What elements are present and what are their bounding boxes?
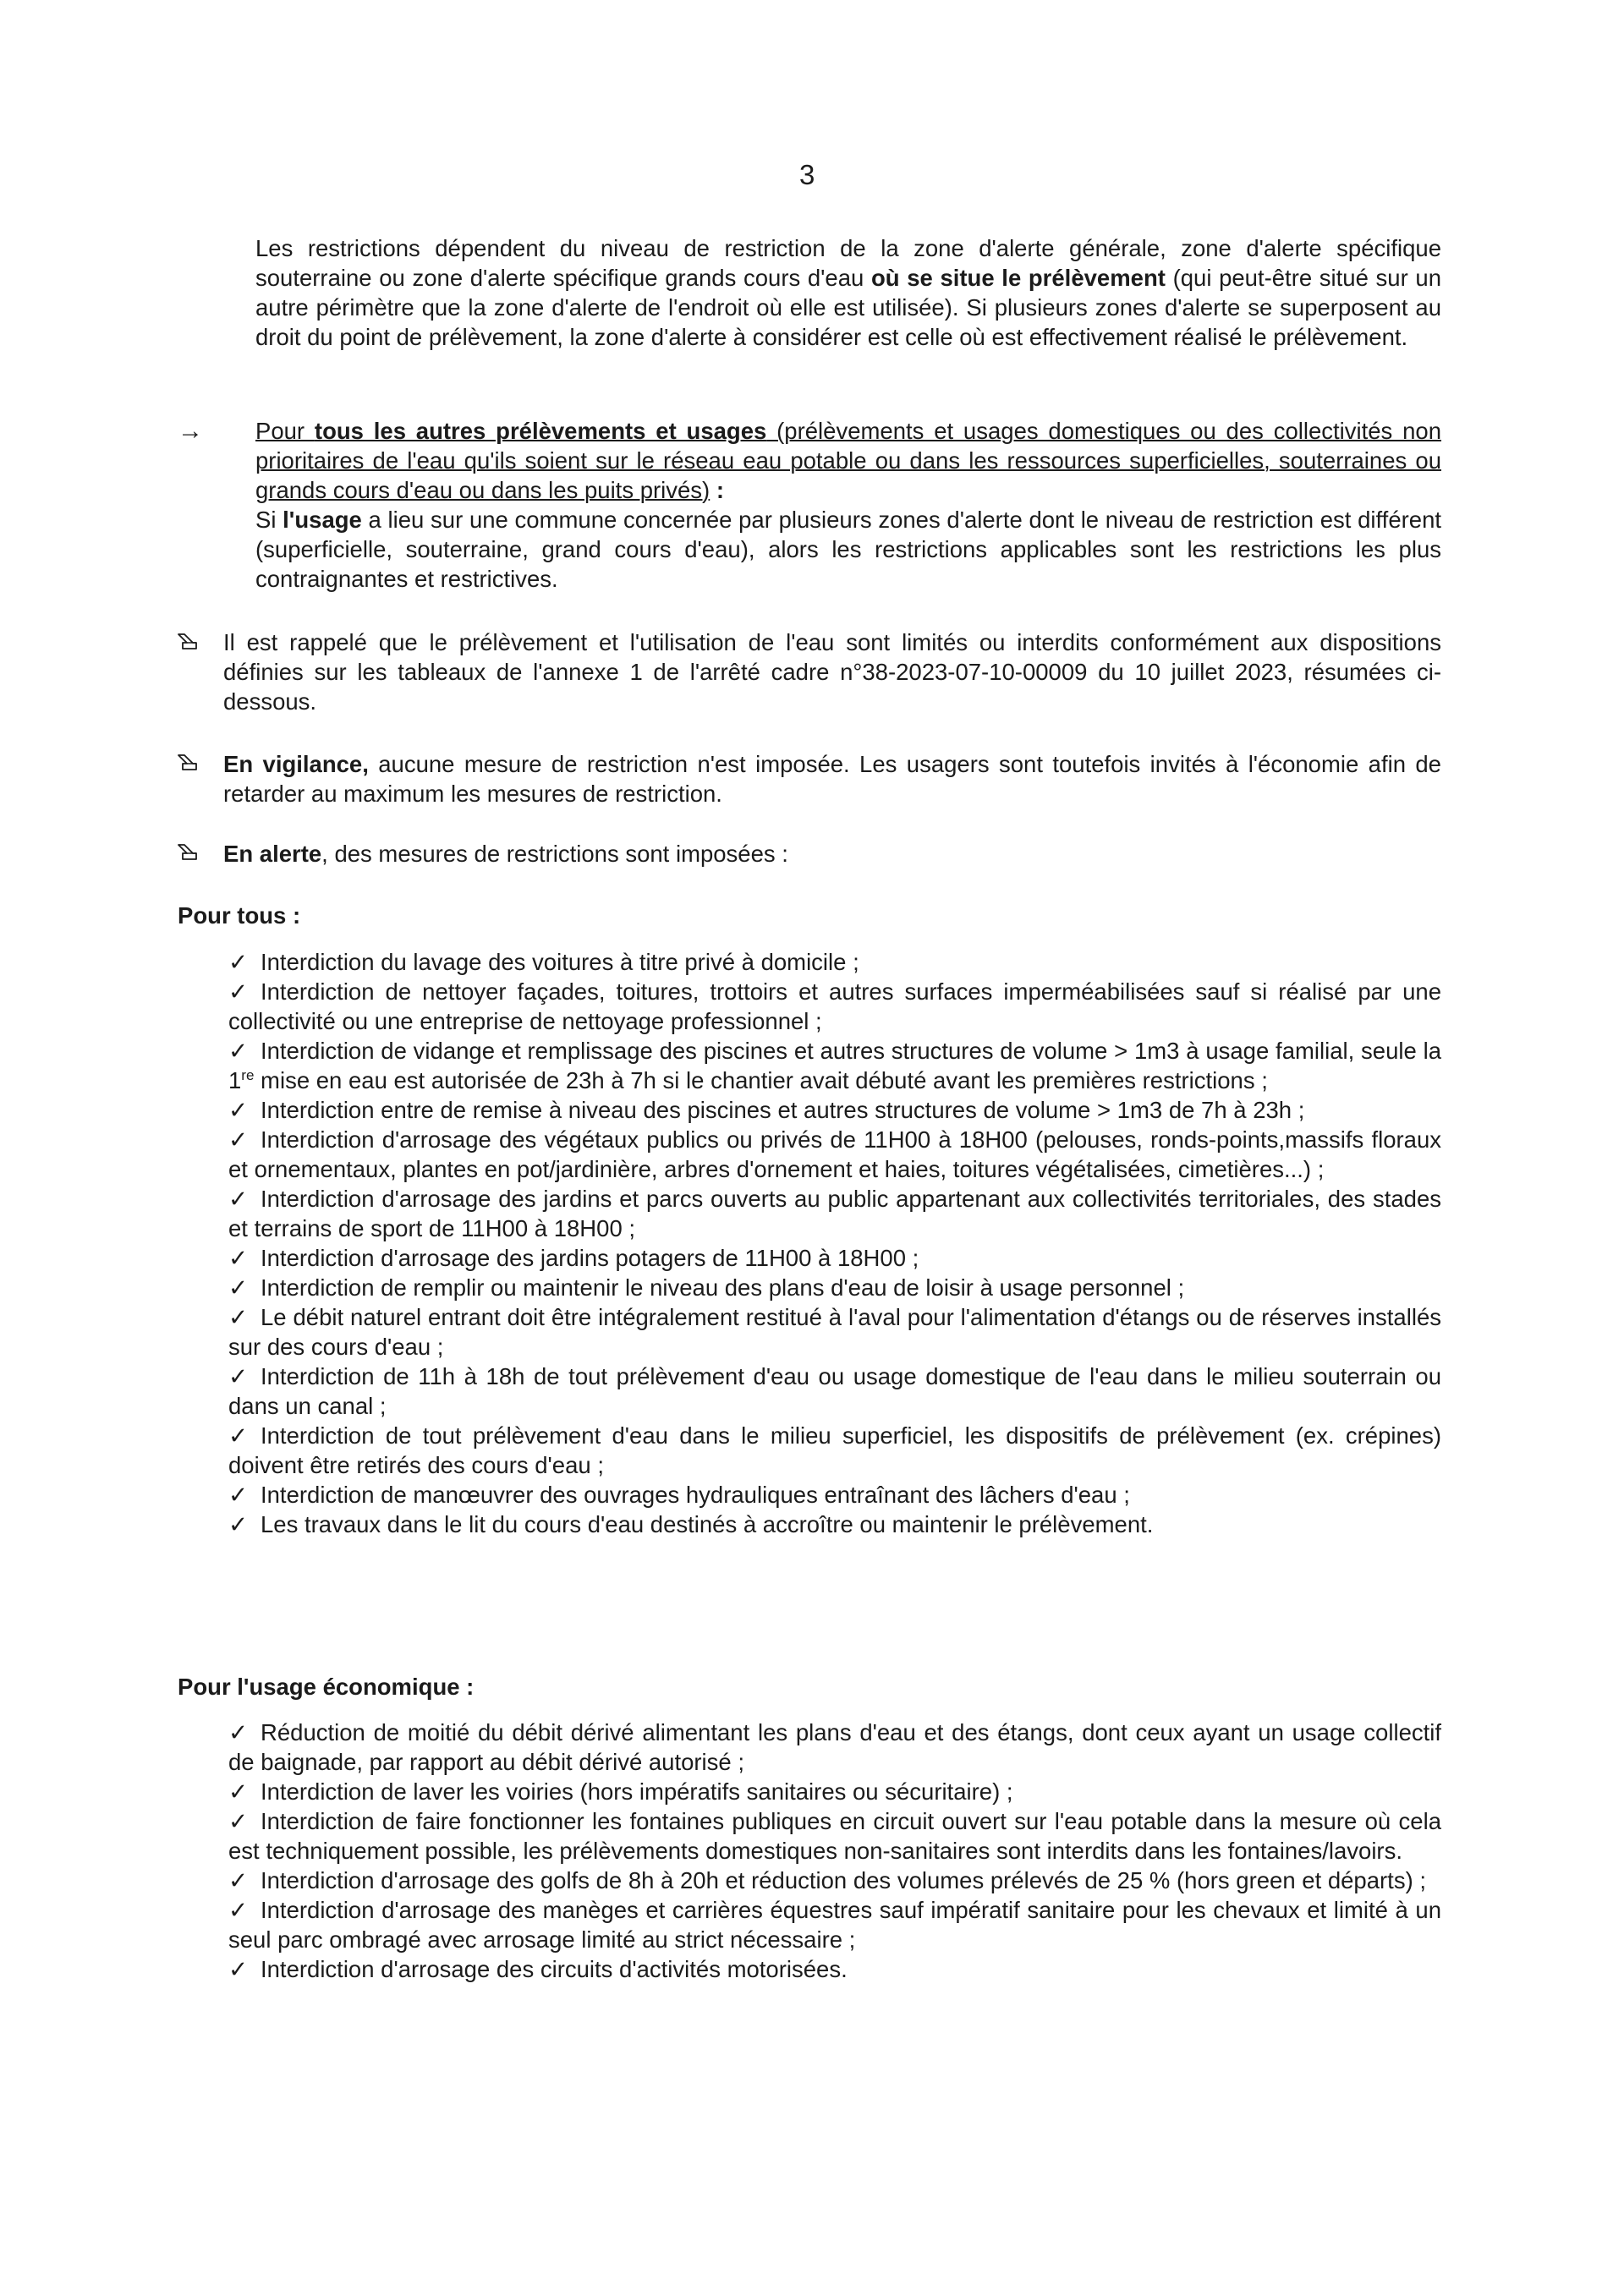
- item-text: mise en eau est autorisée de 23h à 7h si le chantier avait débuté avant les premières restrictions ;: [254, 1067, 1268, 1093]
- list-item: [228, 1895, 1441, 1954]
- usage-economique-heading: Pour l'usage économique :: [178, 1674, 475, 1700]
- list-item: [228, 947, 1441, 977]
- item-text: Interdiction de laver les voiries (hors impératifs sanitaires ou sécuritaire) ;: [261, 1778, 1013, 1805]
- rappel-text: Il est rappelé que le prélèvement et l'utilisation de l'eau sont limités ou interdits conformément aux dispositions définies sur les tableaux de l'annexe 1 de l'arrêté cadre n°38-2023-07-10-00009 du 10 juillet 2023, résumées ci-dessous.: [223, 629, 1441, 715]
- list-item: [228, 1777, 1441, 1806]
- usage-text: a lieu sur une commune concernée par plusieurs zones d'alerte dont le niveau de restriction est différent (superficielle, souterraine, grand cours d'eau), alors les restrictions applicables sont les restrictions les plus contraignantes et restrictives.: [255, 507, 1442, 592]
- vigilance-bold: En vigilance,: [223, 751, 369, 777]
- item-text: Interdiction d'arrosage des golfs de 8h à 20h et réduction des volumes prélevés de 25 % (hors green et départs) ;: [261, 1867, 1427, 1893]
- check-icon: ✓: [228, 978, 249, 1005]
- item-text: Interdiction de faire fonctionner les fontaines publiques en circuit ouvert sur l'eau potable dans la mesure où cela est techniquement possible, les prélèvements domestiques non-sanitaires sont interdits dans les fontaines/lavoirs.: [228, 1808, 1441, 1864]
- other-uses-pre: Pour: [255, 418, 315, 444]
- check-icon: ✓: [228, 1719, 249, 1745]
- item-text: Le débit naturel entrant doit être intégralement restitué à l'aval pour l'alimentation d'étangs ou de réserves installés sur des cours d'eau ;: [228, 1304, 1441, 1360]
- other-uses-colon: :: [710, 477, 725, 503]
- intro-paragraph: [255, 233, 1441, 352]
- check-icon: ✓: [228, 1867, 249, 1893]
- item-text: Interdiction d'arrosage des jardins potagers de 11H00 à 18H00 ;: [261, 1245, 919, 1271]
- list-item: [228, 1510, 1441, 1539]
- list-item: [228, 1273, 1441, 1302]
- check-icon: ✓: [228, 1897, 249, 1923]
- check-icon: ✓: [228, 1097, 249, 1123]
- list-item: [228, 1095, 1441, 1125]
- list-item: [228, 1036, 1441, 1095]
- check-icon: ✓: [228, 1126, 249, 1153]
- arrow-icon: →: [178, 417, 203, 445]
- item-text: Les travaux dans le lit du cours d'eau destinés à accroître ou maintenir le prélèvement.: [261, 1511, 1154, 1537]
- item-superscript: re: [241, 1066, 255, 1083]
- list-item: [228, 1243, 1441, 1273]
- item-text: Interdiction d'arrosage des végétaux publics ou privés de 11H00 à 18H00 (pelouses, ronds-points,massifs floraux et ornementaux, plantes en pot/jardinière, arbres d'ornement et haies, toitures végétalisées, cimetières...) ;: [228, 1126, 1441, 1182]
- check-icon: ✓: [228, 1245, 249, 1271]
- list-item: [228, 1421, 1441, 1480]
- vigilance-paragraph: [176, 749, 1441, 808]
- item-text: Interdiction de nettoyer façades, toitures, trottoirs et autres surfaces imperméabilisées sauf si réalisé par une collectivité ou une entreprise de nettoyage professionnel ;: [228, 978, 1441, 1034]
- item-text: Interdiction d'arrosage des jardins et parcs ouverts au public appartenant aux collectivités territoriales, des stades et terrains de sport de 11H00 à 18H00 ;: [228, 1186, 1441, 1241]
- intro-text: Les restrictions dépendent du niveau de restriction de la zone d'alerte générale, zone d'alerte spécifique souterraine ou zone d'alerte spécifique grands cours d'eau: [255, 235, 1441, 291]
- item-text: Interdiction de manœuvrer des ouvrages hydrauliques entraînant des lâchers d'eau ;: [261, 1482, 1130, 1508]
- usage-pre: Si: [255, 507, 283, 533]
- item-text: Interdiction de 11h à 18h de tout prélèvement d'eau ou usage domestique de l'eau dans le milieu souterrain ou dans un canal ;: [228, 1363, 1441, 1419]
- check-icon: ✓: [228, 1956, 249, 1982]
- other-uses-paragraph: [255, 416, 1441, 594]
- vigilance-text: aucune mesure de restriction n'est imposée. Les usagers sont toutefois invités à l'économie afin de retarder au maximum les mesures de restriction.: [223, 751, 1441, 807]
- usage-economique-list: [228, 1718, 1441, 1984]
- list-item: [228, 1718, 1441, 1777]
- item-text: Interdiction du lavage des voitures à titre privé à domicile ;: [261, 949, 859, 975]
- check-icon: ✓: [228, 1363, 249, 1389]
- usage-bold: l'usage: [283, 507, 362, 533]
- list-item: [228, 1125, 1441, 1184]
- other-uses-underlined: (prélèvements et usages domestiques ou des collectivités non prioritaires de l'eau qu'ils soient sur le réseau eau potable ou dans les ressources superficielles, souterraines ou grands cours d'eau ou dans les puits privés): [255, 418, 1442, 503]
- check-icon: ✓: [228, 1511, 249, 1537]
- other-uses-bold: tous les autres prélèvements et usages: [314, 418, 767, 444]
- list-item: [228, 977, 1441, 1036]
- list-item: [228, 1362, 1441, 1421]
- check-icon: ✓: [228, 1778, 249, 1805]
- alerte-paragraph: [176, 839, 1441, 869]
- check-icon: ✓: [228, 1304, 249, 1330]
- item-text: Interdiction d'arrosage des manèges et carrières équestres sauf impératif sanitaire pour les chevaux et limité à un seul parc ombragé avec arrosage limité au strict nécessaire ;: [228, 1897, 1441, 1953]
- list-item: [228, 1480, 1441, 1510]
- check-icon: ✓: [228, 1808, 249, 1834]
- item-text: Réduction de moitié du débit dérivé alimentant les plans d'eau et des étangs, dont ceux ayant un usage collectif de baignade, par rapport au débit dérivé autorisé ;: [228, 1719, 1441, 1775]
- intro-text-end: (qui peut-être situé sur un autre périmètre que la zone d'alerte de l'endroit où elle est utilisée). Si plusieurs zones d'alerte se superposent au droit du point de prélèvement, la zone d'alerte à considérer est celle où est effectivement réalisé le prélèvement.: [255, 265, 1441, 350]
- check-icon: ✓: [228, 949, 249, 975]
- item-text: Interdiction de tout prélèvement d'eau dans le milieu superficiel, les dispositifs de prélèvement (ex. crépines) doivent être retirés des cours d'eau ;: [228, 1422, 1441, 1478]
- check-icon: ✓: [228, 1422, 249, 1449]
- pour-tous-heading: Pour tous :: [178, 902, 301, 929]
- check-icon: ✓: [228, 1482, 249, 1508]
- intro-bold: où se situe le prélèvement: [870, 265, 1166, 291]
- list-item: [228, 1954, 1441, 1984]
- item-text: Interdiction d'arrosage des circuits d'activités motorisées.: [261, 1956, 848, 1982]
- check-icon: ✓: [228, 1186, 249, 1212]
- list-item: [228, 1806, 1441, 1866]
- list-item: [228, 1184, 1441, 1243]
- pour-tous-list: [228, 947, 1441, 1539]
- item-text: Interdiction de vidange et remplissage des piscines et autres structures de volume > 1m3 à usage familial, seule la 1: [228, 1038, 1441, 1093]
- check-icon: ✓: [228, 1038, 249, 1064]
- rappel-paragraph: [176, 627, 1441, 716]
- alerte-bold: En alerte: [223, 841, 322, 867]
- item-text: Interdiction de remplir ou maintenir le niveau des plans d'eau de loisir à usage personnel ;: [261, 1274, 1185, 1301]
- list-item: [228, 1302, 1441, 1362]
- alerte-text: , des mesures de restrictions sont imposées :: [321, 841, 788, 867]
- page-number: 3: [799, 159, 815, 190]
- list-item: [228, 1866, 1441, 1895]
- item-text: Interdiction entre de remise à niveau des piscines et autres structures de volume > 1m3 de 7h à 23h ;: [261, 1097, 1305, 1123]
- check-icon: ✓: [228, 1274, 249, 1301]
